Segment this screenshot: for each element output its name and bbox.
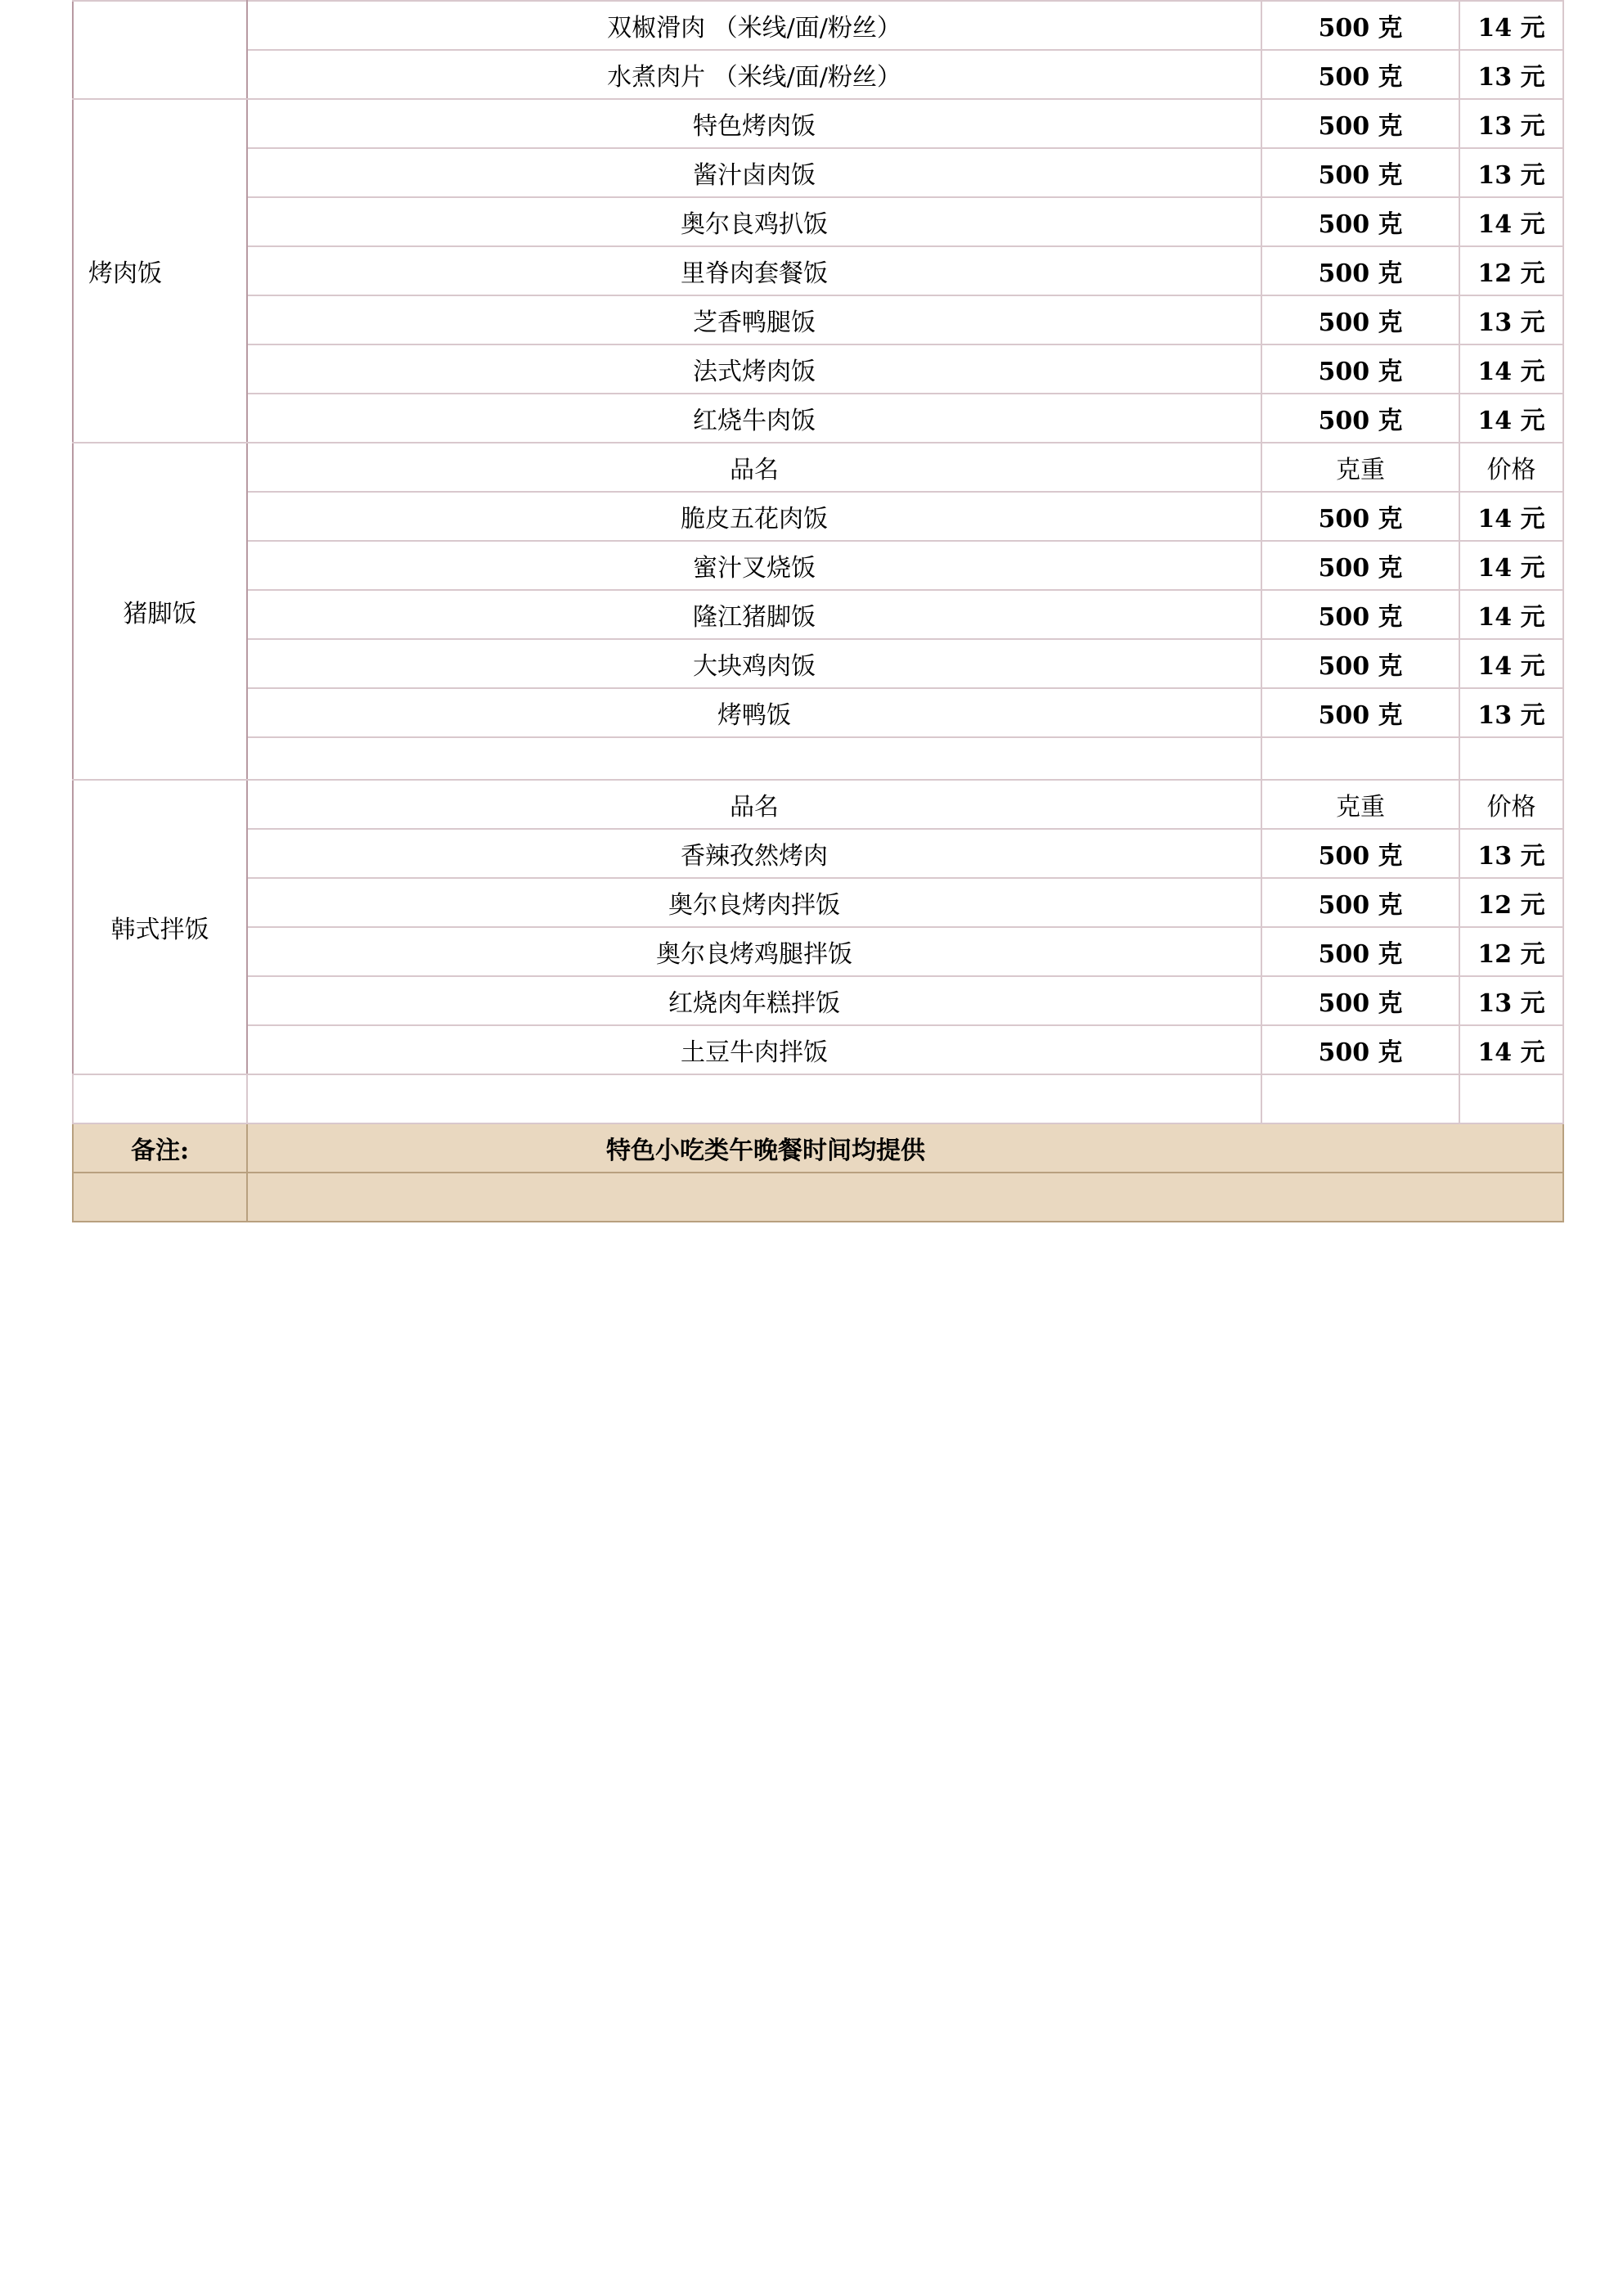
dish-name: 大块鸡肉饭: [247, 639, 1261, 688]
table-row: [73, 688, 1563, 737]
header-price: 价格: [1459, 443, 1563, 492]
table-row: [73, 639, 1563, 688]
table-row: [73, 394, 1563, 443]
table-row: [73, 878, 1563, 927]
table-row: [73, 976, 1563, 1025]
note-row-empty: [73, 1173, 1563, 1222]
dish-price: 13 元: [1459, 295, 1563, 344]
table-row: [73, 927, 1563, 976]
empty-cell: [1261, 737, 1459, 780]
dish-name: 水煮肉片 （米线/面/粉丝）: [247, 50, 1261, 99]
empty-cell: [247, 737, 1261, 780]
dish-weight: 500 克: [1261, 878, 1459, 927]
dish-weight: 500 克: [1261, 927, 1459, 976]
dish-weight: 500 克: [1261, 829, 1459, 878]
empty-cell: [1459, 737, 1563, 780]
dish-weight: 500 克: [1261, 590, 1459, 639]
table-row-empty: [73, 1074, 1563, 1123]
table-row: [73, 1, 1563, 50]
table-row: [73, 1025, 1563, 1074]
dish-weight: 500 克: [1261, 197, 1459, 246]
dish-weight: 500 克: [1261, 99, 1459, 148]
header-weight: 克重: [1261, 443, 1459, 492]
dish-weight: 500 克: [1261, 295, 1459, 344]
dish-name: 芝香鸭腿饭: [247, 295, 1261, 344]
category-roast: 烤肉饭: [73, 99, 247, 443]
dish-price: 13 元: [1459, 50, 1563, 99]
dish-price: 14 元: [1459, 590, 1563, 639]
category-cell-empty: [73, 1, 247, 99]
dish-name: 脆皮五花肉饭: [247, 492, 1261, 541]
empty-cell: [1459, 1074, 1563, 1123]
dish-price: 12 元: [1459, 878, 1563, 927]
empty-cell: [1261, 1074, 1459, 1123]
note-label: 备注:: [73, 1123, 247, 1173]
empty-cell: [247, 1074, 1261, 1123]
dish-name: 烤鸭饭: [247, 688, 1261, 737]
dish-name: 奥尔良鸡扒饭: [247, 197, 1261, 246]
dish-name: 特色烤肉饭: [247, 99, 1261, 148]
dish-weight: 500 克: [1261, 976, 1459, 1025]
table-row: [73, 829, 1563, 878]
dish-name: 土豆牛肉拌饭: [247, 1025, 1261, 1074]
dish-name: 里脊肉套餐饭: [247, 246, 1261, 295]
dish-weight: 500 克: [1261, 1025, 1459, 1074]
note-text: 特色小吃类午晚餐时间均提供: [247, 1123, 1563, 1173]
dish-weight: 500 克: [1261, 688, 1459, 737]
dish-name: 红烧肉年糕拌饭: [247, 976, 1261, 1025]
dish-weight: 500 克: [1261, 639, 1459, 688]
dish-price: 14 元: [1459, 344, 1563, 394]
table-row: [73, 295, 1563, 344]
dish-price: 14 元: [1459, 1025, 1563, 1074]
header-price: 价格: [1459, 780, 1563, 829]
table-row: [73, 197, 1563, 246]
table-row: [73, 50, 1563, 99]
dish-weight: 500 克: [1261, 492, 1459, 541]
dish-name: 香辣孜然烤肉: [247, 829, 1261, 878]
empty-cell: [73, 1173, 247, 1222]
header-name: 品名: [247, 780, 1261, 829]
dish-name: 法式烤肉饭: [247, 344, 1261, 394]
note-row: [73, 1123, 1563, 1173]
dish-price: 14 元: [1459, 394, 1563, 443]
table-header-row: [73, 780, 1563, 829]
category-trotter: 猪脚饭: [73, 443, 247, 780]
dish-price: 14 元: [1459, 197, 1563, 246]
dish-price: 14 元: [1459, 492, 1563, 541]
header-name: 品名: [247, 443, 1261, 492]
dish-weight: 500 克: [1261, 344, 1459, 394]
table-row: [73, 99, 1563, 148]
dish-price: 12 元: [1459, 246, 1563, 295]
dish-name: 奥尔良烤肉拌饭: [247, 878, 1261, 927]
table-row-empty: [73, 737, 1563, 780]
dish-name: 酱汁卤肉饭: [247, 148, 1261, 197]
dish-price: 13 元: [1459, 148, 1563, 197]
dish-weight: 500 克: [1261, 394, 1459, 443]
dish-price: 14 元: [1459, 1, 1563, 50]
dish-name: 红烧牛肉饭: [247, 394, 1261, 443]
dish-price: 13 元: [1459, 99, 1563, 148]
dish-price: 12 元: [1459, 927, 1563, 976]
table-row: [73, 344, 1563, 394]
dish-name: 双椒滑肉 （米线/面/粉丝）: [247, 1, 1261, 50]
header-weight: 克重: [1261, 780, 1459, 829]
dish-price: 14 元: [1459, 541, 1563, 590]
table-row: [73, 541, 1563, 590]
menu-table: [72, 0, 1564, 1222]
table-row: [73, 148, 1563, 197]
dish-price: 14 元: [1459, 639, 1563, 688]
dish-name: 隆江猪脚饭: [247, 590, 1261, 639]
dish-weight: 500 克: [1261, 50, 1459, 99]
dish-weight: 500 克: [1261, 541, 1459, 590]
dish-weight: 500 克: [1261, 246, 1459, 295]
dish-weight: 500 克: [1261, 148, 1459, 197]
dish-weight: 500 克: [1261, 1, 1459, 50]
table-row: [73, 492, 1563, 541]
empty-cell: [247, 1173, 1563, 1222]
table-row: [73, 246, 1563, 295]
dish-price: 13 元: [1459, 976, 1563, 1025]
category-korean: 韩式拌饭: [73, 780, 247, 1074]
dish-price: 13 元: [1459, 688, 1563, 737]
table-header-row: [73, 443, 1563, 492]
dish-name: 蜜汁叉烧饭: [247, 541, 1261, 590]
dish-price: 13 元: [1459, 829, 1563, 878]
dish-name: 奥尔良烤鸡腿拌饭: [247, 927, 1261, 976]
table-row: [73, 590, 1563, 639]
empty-cell: [73, 1074, 247, 1123]
